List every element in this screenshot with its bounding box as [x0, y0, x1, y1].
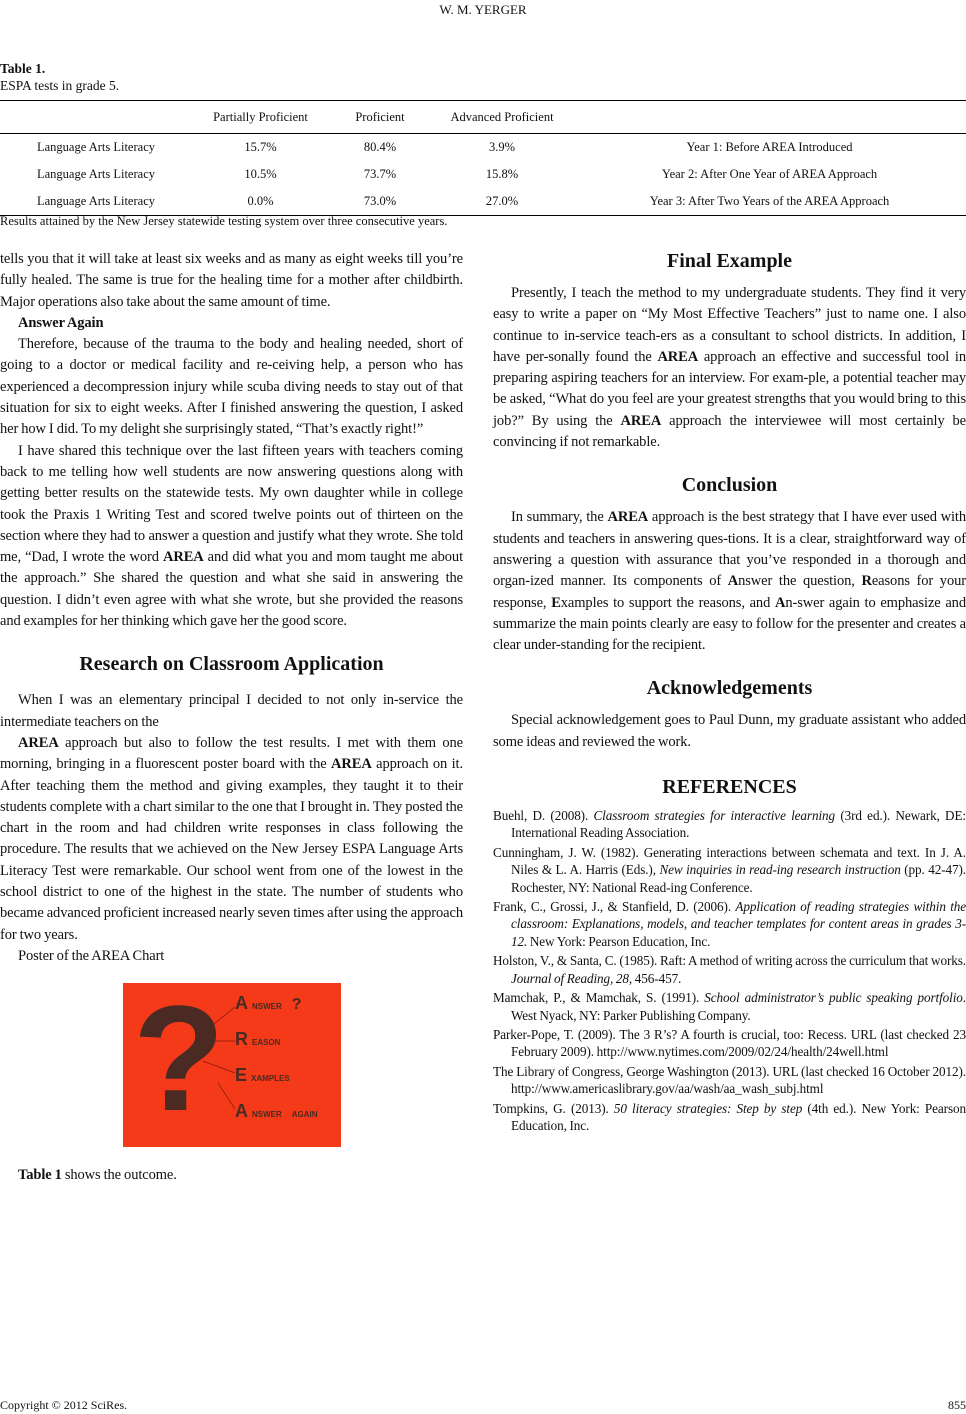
- text-run: Therefore, because of the trauma to the body and healing needed, short of going to a doctor or medical facility and re-ceiving help, a person who has experienced a decompression injury while scuba diving needs to stay out of that situation for six to eight weeks. After I finished answering the question, I asked her how I did. To my delight she surprisingly stated, “That’s exactly right!”: [0, 336, 463, 438]
- reference-item: [493, 898, 966, 950]
- text-run: approach the interviewee will most certainly be convincing if not remarkable.: [493, 412, 966, 451]
- text-run: n-swer again to emphasize and summarize the main points clearly are easy to follow for the presenter and creates a clear under-standing for the recipient.: [493, 594, 966, 654]
- th: [573, 101, 966, 134]
- italic-text: New inquiries in read-ing research instruction: [659, 862, 901, 878]
- text-run: New York: Pearson Education, Inc.: [527, 933, 711, 949]
- text-run: Special acknowledgement goes to Paul Dunn, my graduate assistant who added some ideas and reviewed the work.: [493, 712, 966, 750]
- poster-letter: XAMPLES: [251, 1074, 290, 1084]
- text-run: approach is the best strategy that I have ever used with students and teachers in answering ques-tions. It is a clear, straightforward way of answering a question with assurance that you’ve responded in a thorough and organ-ized manner. Its components of: [493, 509, 966, 590]
- table-cell: 73.0%: [329, 188, 431, 216]
- subheading: [0, 313, 463, 334]
- text-run: (3rd ed.). Newark, DE: International Reading Association.: [511, 808, 966, 841]
- poster-line: [235, 1101, 339, 1137]
- table-cell: Year 1: Before AREA Introduced: [686, 140, 853, 154]
- reference-item: [493, 952, 966, 987]
- poster-letter: ?: [291, 996, 302, 1014]
- right-column: [493, 249, 966, 1136]
- reference-item: [493, 844, 966, 896]
- question-mark-icon: ?: [133, 983, 225, 1143]
- table-cell: Language Arts Literacy: [36, 167, 155, 181]
- text-run: Holston, V., & Santa, C. (1985). Raft: A method of writing across the curriculum that works.: [493, 953, 966, 969]
- reference-item: [493, 1100, 966, 1135]
- paragraph: [493, 283, 966, 453]
- poster-letter: AGAIN: [291, 1110, 318, 1120]
- results-table: [0, 100, 966, 216]
- table-cell: 3.9%: [488, 140, 516, 154]
- bold-text: A: [727, 573, 739, 590]
- page-number: 855: [948, 1398, 966, 1412]
- italic-text: Journal of Reading, 28,: [511, 970, 633, 986]
- text-run: Tompkins, G. (2013).: [493, 1100, 614, 1116]
- text-run: (4th ed.). New York: Pearson Education, Inc.: [511, 1100, 966, 1133]
- bold-text: AREA: [620, 412, 662, 429]
- bold-text: AREA: [607, 509, 649, 526]
- table-note: Results attained by the New Jersey statewide testing system over three consecutive years.: [0, 214, 448, 228]
- text-run: The Library of Congress, George Washington (2013). URL (last checked 16 October 2012). http://www.americaslibrary.gov/aa/wash/aa_wash_subj.html: [493, 1063, 966, 1097]
- text-run: When I was an elementary principal I decided to not only in-service the intermediate teachers on the: [0, 692, 463, 730]
- reference-item: [493, 807, 966, 842]
- paragraph: [0, 690, 463, 733]
- bold-text: A: [774, 594, 786, 611]
- section-heading-conclusion: Conclusion: [681, 474, 778, 497]
- table-cell: 80.4%: [363, 140, 397, 154]
- poster-letter: A: [235, 1101, 248, 1122]
- text-run: In summary, the: [511, 509, 608, 526]
- text-run: nswer the question,: [738, 573, 862, 590]
- text-run: tells you that it will take at least six weeks and as many as eight weeks till you’re fully healed. The same is true for the healing time for a mother after childbirth. Major operations also take about the same amount of time.: [0, 251, 463, 310]
- text-run: Poster of the AREA Chart: [18, 947, 165, 964]
- italic-text: School administrator’s public speaking portfolio: [704, 990, 963, 1006]
- section-heading-final: Final Example: [666, 250, 792, 272]
- paragraph: [0, 249, 463, 313]
- table-row: [0, 134, 966, 162]
- table-caption: [0, 60, 119, 94]
- bold-text: AREA: [331, 756, 372, 773]
- table-cell: Language Arts Literacy: [36, 140, 155, 154]
- bold-text: R: [861, 573, 872, 590]
- area-poster-image: [123, 983, 341, 1147]
- table-title: ESPA tests in grade 5.: [0, 78, 120, 93]
- paragraph: [0, 334, 463, 440]
- text-run: I have shared this technique over the last fifteen years with teachers coming back to me telling how well students are now answering questions along with getting better results on the statewide tests. My own daughter while in college took the Praxis 1 Writing Test and scored twelve points out of thirteen on the section where they had to answer a question and justify what they wrote. She told me, “Dad, I wrote the word: [0, 442, 463, 566]
- italic-text: 50 literacy strategies: Step by step: [613, 1100, 803, 1116]
- section-heading-references: REFERENCES: [662, 776, 797, 799]
- paragraph: [0, 441, 463, 633]
- poster-line: [235, 1065, 339, 1101]
- table-row: [0, 161, 966, 188]
- bold-text: AREA: [18, 734, 59, 751]
- table-cell: 27.0%: [431, 188, 573, 216]
- table-cell: Year 2: After One Year of AREA Approach: [661, 167, 878, 181]
- bold-text: AREA: [657, 348, 699, 365]
- th: Proficient: [329, 101, 431, 134]
- table-row: [0, 188, 966, 216]
- text-run: and did what you and mom taught me about the approach.” She shared the question and what she said in answering the question. I didn’t even agree with what she wrote, but she provided the reasons and examples for her thinking which gave her the good score.: [0, 549, 463, 630]
- running-header: W. M. YERGER: [439, 2, 527, 17]
- text-run: Mamchak, P., & Mamchak, S. (1991).: [493, 990, 705, 1006]
- table-cell: 0.0%: [192, 188, 329, 216]
- th: Advanced Proficient: [431, 101, 573, 134]
- paragraph: [493, 507, 966, 656]
- left-column: [0, 249, 463, 1187]
- table-cell: 10.5%: [244, 167, 277, 181]
- section-heading-acknowledgements: Acknowledgements: [646, 677, 813, 700]
- text-run: approach but also to follow the test results. I met with them one morning, bringing in a fluorescent poster board with the: [0, 734, 463, 773]
- bold-text: Answer Again: [18, 314, 104, 331]
- table-cell: 15.8%: [485, 167, 519, 181]
- bold-text: E: [551, 594, 561, 611]
- th: [0, 101, 192, 134]
- text-run: 456-457.: [632, 970, 682, 986]
- poster-letter: A: [235, 993, 248, 1014]
- th: Partially Proficient: [192, 101, 329, 134]
- text-run: shows the outcome.: [61, 1167, 177, 1184]
- poster-letter: R: [235, 1029, 248, 1050]
- table-cell: 15.7%: [244, 140, 277, 154]
- poster-line: [235, 993, 339, 1029]
- text-run: Buehl, D. (2008).: [493, 808, 594, 824]
- bold-text: AREA: [162, 549, 204, 566]
- text-run: xamples to support the reasons, and: [560, 594, 775, 611]
- text-run: Parker-Pope, T. (2009). The 3 R’s? A fourth is crucial, too: Recess. URL (last checked 23 February 2009). http://www.nytimes.com/2009/02/24/health/24well.html: [493, 1026, 966, 1060]
- italic-text: Application of reading strategies within the classroom: Explanations, models, and teacher templates for content areas in grades 3-12.: [511, 899, 966, 949]
- poster-letter: NSWER: [252, 1002, 282, 1012]
- references-list: [493, 807, 966, 1134]
- text-run: approach an effective and successful tool in preparing aspiring teachers for an interview. For exam-ple, a potential teacher may be asked, “What do you feel are your greatest strengths that you would bring to this job?” By using the: [493, 348, 966, 429]
- poster-letter: NSWER: [252, 1110, 282, 1120]
- reference-item: [493, 1026, 966, 1061]
- text-run: approach on it. After teaching them the method and giving examples, they taught it to their students complete with a chart similar to the one that I brought in. They posted the chart in the room and had children write responses in class following the procedure. The results that we achieved on the New Jersey ESPA Language Arts Literacy Test were remarkable. Our school went from one of the lowest in the school district to one of the highest in the state. The number of students who became advanced proficient increased nearly seven times after using the approach for two years.: [0, 756, 463, 943]
- section-heading-research: Research on Classroom Application: [79, 653, 384, 676]
- table-cell: Language Arts Literacy: [0, 188, 192, 216]
- copyright: Copyright © 2012 SciRes.: [0, 1398, 128, 1412]
- paragraph: [0, 946, 463, 967]
- text-run: Frank, C., Grossi, J., & Stanfield, D. (2006).: [493, 899, 736, 915]
- reference-item: [493, 989, 966, 1024]
- bold-text: Table 1: [18, 1167, 62, 1184]
- reference-item: [493, 1063, 966, 1098]
- table-cell: 73.7%: [363, 167, 397, 181]
- text-run: Presently, I teach the method to my undergraduate students. They find it very easy to write a paper on “My Most Effective Teachers” just to name one. I also continue to in-service teach-ers as a consultant to school districts. In addition, I have per-sonally found the: [493, 285, 966, 365]
- paragraph: [493, 710, 966, 753]
- poster-line: [235, 1029, 339, 1065]
- text-run: . West Nyack, NY: Parker Publishing Company.: [511, 990, 966, 1023]
- table-label: Table 1.: [0, 61, 46, 76]
- text-run: easons for your response,: [493, 573, 966, 611]
- poster-letter: E: [235, 1065, 248, 1086]
- paragraph: [0, 1165, 463, 1186]
- poster-letter: EASON: [252, 1038, 281, 1048]
- text-run: Cunningham, J. W. (1982). Generating interactions between schemata and text. In J. A. Niles & L. A. Harris (Eds.),: [493, 844, 966, 878]
- italic-text: Classroom strategies for interactive learning: [593, 808, 836, 824]
- text-run: (pp. 42-47). Rochester, NY: National Read-ing Conference.: [511, 862, 966, 895]
- paragraph: [0, 733, 463, 946]
- table-cell: Year 3: After Two Years of the AREA Approach: [573, 188, 966, 216]
